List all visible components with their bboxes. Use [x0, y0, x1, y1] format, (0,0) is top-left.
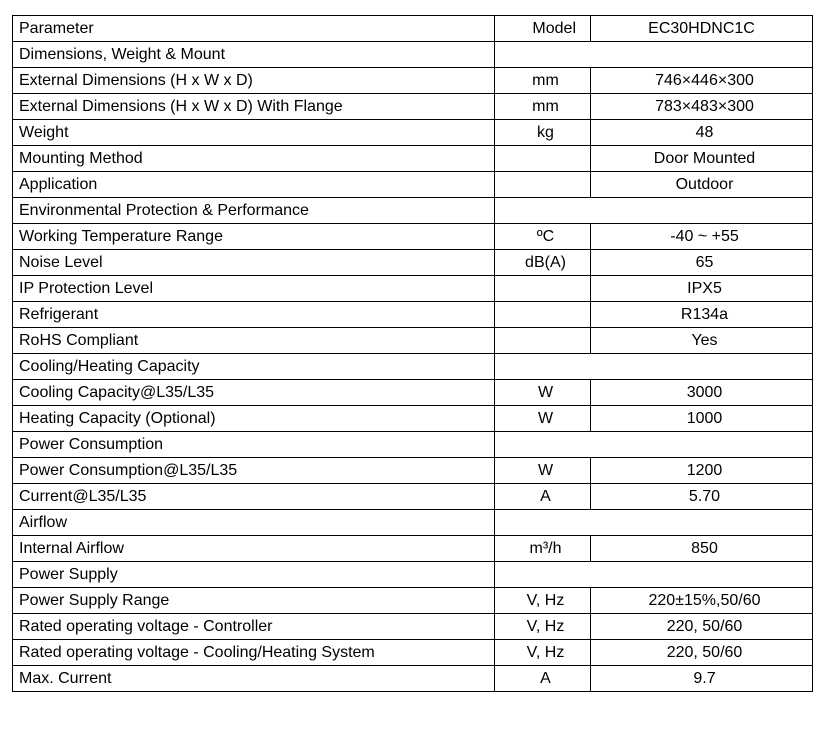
unit-cell: W: [495, 406, 591, 432]
section-filler: [495, 432, 813, 458]
value-cell: 48: [591, 120, 813, 146]
table-row: [13, 224, 813, 250]
value-cell: 1000: [591, 406, 813, 432]
parameter-cell: Heating Capacity (Optional): [13, 406, 495, 432]
value-cell: Door Mounted: [591, 146, 813, 172]
unit-cell: [495, 328, 591, 354]
unit-cell: [495, 172, 591, 198]
parameter-cell: IP Protection Level: [13, 276, 495, 302]
unit-cell: A: [495, 484, 591, 510]
table-row: [13, 68, 813, 94]
header-row: [13, 16, 813, 42]
parameter-cell: Refrigerant: [13, 302, 495, 328]
section-title: Dimensions, Weight & Mount: [13, 42, 495, 68]
table-row: [13, 406, 813, 432]
value-cell: 220, 50/60: [591, 614, 813, 640]
unit-cell: V, Hz: [495, 588, 591, 614]
parameter-cell: RoHS Compliant: [13, 328, 495, 354]
value-cell: Outdoor: [591, 172, 813, 198]
table-row: [13, 458, 813, 484]
table-row: [13, 120, 813, 146]
value-cell: 3000: [591, 380, 813, 406]
table-row: [13, 614, 813, 640]
parameter-cell: Current@L35/L35: [13, 484, 495, 510]
value-cell: 220±15%,50/60: [591, 588, 813, 614]
table-row: [13, 94, 813, 120]
table-row: [13, 484, 813, 510]
unit-cell: mm: [495, 94, 591, 120]
parameter-cell: Rated operating voltage - Controller: [13, 614, 495, 640]
parameter-cell: Noise Level: [13, 250, 495, 276]
value-cell: 220, 50/60: [591, 640, 813, 666]
table-row: [13, 380, 813, 406]
section-title: Power Consumption: [13, 432, 495, 458]
parameter-cell: External Dimensions (H x W x D): [13, 68, 495, 94]
unit-cell: W: [495, 458, 591, 484]
value-cell: 746×446×300: [591, 68, 813, 94]
parameter-cell: Rated operating voltage - Cooling/Heating System: [13, 640, 495, 666]
unit-cell: m³/h: [495, 536, 591, 562]
section-filler: [495, 562, 813, 588]
unit-cell: [495, 276, 591, 302]
unit-cell: A: [495, 666, 591, 692]
value-cell: Yes: [591, 328, 813, 354]
parameter-cell: Weight: [13, 120, 495, 146]
table-row: [13, 302, 813, 328]
section-title: Cooling/Heating Capacity: [13, 354, 495, 380]
table-row: [13, 172, 813, 198]
table-row: [13, 250, 813, 276]
table-row: [13, 328, 813, 354]
value-cell: -40 ~ +55: [591, 224, 813, 250]
section-row: [13, 432, 813, 458]
table-row: [13, 146, 813, 172]
section-row: [13, 198, 813, 224]
section-filler: [495, 198, 813, 224]
parameter-cell: Cooling Capacity@L35/L35: [13, 380, 495, 406]
section-row: [13, 354, 813, 380]
section-filler: [495, 510, 813, 536]
parameter-cell: External Dimensions (H x W x D) With Flange: [13, 94, 495, 120]
unit-cell: V, Hz: [495, 614, 591, 640]
parameter-cell: Mounting Method: [13, 146, 495, 172]
value-cell: R134a: [591, 302, 813, 328]
spec-body: [13, 42, 813, 692]
section-filler: [495, 42, 813, 68]
unit-cell: V, Hz: [495, 640, 591, 666]
parameter-cell: Working Temperature Range: [13, 224, 495, 250]
table-row: [13, 588, 813, 614]
unit-cell: dB(A): [495, 250, 591, 276]
parameter-cell: Max. Current: [13, 666, 495, 692]
section-row: [13, 510, 813, 536]
value-cell: 783×483×300: [591, 94, 813, 120]
value-cell: 850: [591, 536, 813, 562]
table-row: [13, 536, 813, 562]
value-cell: 5.70: [591, 484, 813, 510]
unit-cell: kg: [495, 120, 591, 146]
section-title: Environmental Protection & Performance: [13, 198, 495, 224]
unit-cell: mm: [495, 68, 591, 94]
parameter-cell: Application: [13, 172, 495, 198]
spec-table: [12, 15, 813, 692]
section-title: Airflow: [13, 510, 495, 536]
table-row: [13, 640, 813, 666]
parameter-cell: Power Consumption@L35/L35: [13, 458, 495, 484]
value-cell: 65: [591, 250, 813, 276]
table-row: [13, 276, 813, 302]
model-value: EC30HDNC1C: [591, 16, 813, 42]
section-row: [13, 562, 813, 588]
unit-cell: ºC: [495, 224, 591, 250]
value-cell: 1200: [591, 458, 813, 484]
unit-cell: [495, 146, 591, 172]
value-cell: 9.7: [591, 666, 813, 692]
parameter-cell: Power Supply Range: [13, 588, 495, 614]
section-row: [13, 42, 813, 68]
parameter-header: Parameter: [13, 16, 495, 42]
model-header: Model: [495, 16, 591, 42]
value-cell: IPX5: [591, 276, 813, 302]
section-title: Power Supply: [13, 562, 495, 588]
parameter-cell: Internal Airflow: [13, 536, 495, 562]
unit-cell: [495, 302, 591, 328]
unit-cell: W: [495, 380, 591, 406]
table-row: [13, 666, 813, 692]
section-filler: [495, 354, 813, 380]
